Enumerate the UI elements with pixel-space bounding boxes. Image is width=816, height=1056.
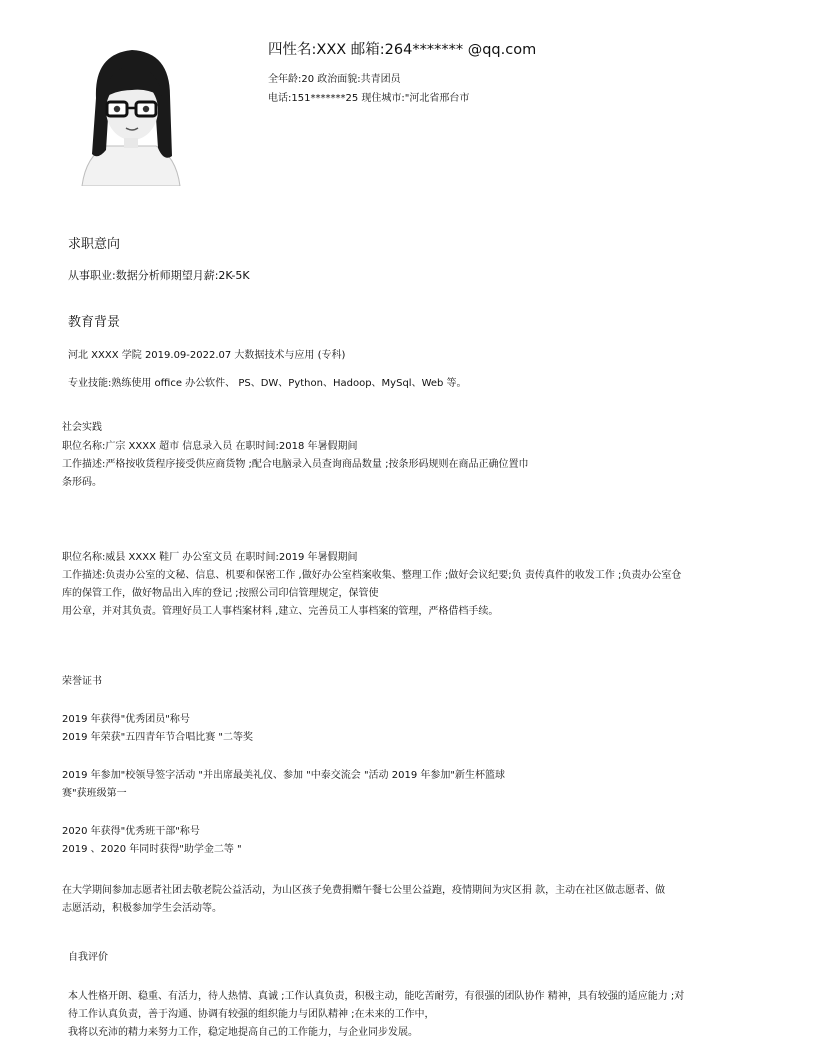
practice-job-2-line: 职位名称:威县 XXXX 鞋厂 办公室文员 在职时间:2019 年暑假期间 <box>62 552 358 563</box>
job-intention-heading: 求职意向 <box>68 237 121 252</box>
info-age-politics: 全年龄:20 政治面貌:共青团员 <box>268 74 401 85</box>
profile-photo <box>72 38 190 186</box>
honor-item: 2020 年获得"优秀班干部"称号 <box>62 826 200 837</box>
volunteer-line: 志愿活动，积极参加学生会活动等。 <box>62 903 222 914</box>
self-eval-line: 待工作认真负责，善于沟通、协调有较强的组织能力与团队精神 ;在未来的工作中， <box>68 1009 435 1020</box>
practice-job-1-line: 条形码。 <box>62 477 102 488</box>
education-school: 河北 XXXX 学院 2019.09-2022.07 大数据技术与应用 (专科) <box>68 350 346 361</box>
self-eval-paragraph <box>68 988 684 1042</box>
honor-item: 赛"获班级第一 <box>62 788 127 799</box>
education-heading: 教育背景 <box>68 315 121 330</box>
volunteer-paragraph <box>62 882 665 918</box>
honors-group-1 <box>62 711 253 747</box>
practice-job-2-line: 用公章，并对其负责。管理好员工人事档案材料 ,建立、完善员工人事档案的管理，严格借档手续。 <box>62 606 499 617</box>
honor-item: 2019 年参加"校领导签字活动 "并出席最美礼仪、参加 "中泰交流会 "活动 2019 年参加"新生杯篮球 <box>62 770 505 781</box>
self-eval-line: 本人性格开朗、稳重、有活力，待人热情、真诚 ;工作认真负责，积极主动，能吃苦耐劳，有很强的团队协作 精神，具有较强的适应能力 ;对 <box>68 991 685 1002</box>
self-eval-line: 我将以充沛的精力来努力工作，稳定地提高自己的工作能力，与企业同步发展。 <box>68 1027 418 1038</box>
practice-job-2-line: 工作描述:负责办公室的文秘、信息、机要和保密工作 ,做好办公室档案收集、整理工作 ;做好会议纪要;负 责传真件的收发工作 ;负责办公室仓 <box>62 570 682 581</box>
info-phone-city: 电话:151*******25 现住城市:"河北省邢台市 <box>268 93 470 104</box>
honors-heading: 荣誉证书 <box>62 676 102 687</box>
honor-item: 2019 年获得"优秀团员"称号 <box>62 714 190 725</box>
volunteer-line: 在大学期间参加志愿者社团去敬老院公益活动，为山区孩子免费捐赠午餐七公里公益跑，疫情期间为灾区捐 款，主动在社区做志愿者、做 <box>62 885 666 896</box>
honor-item: 2019 、2020 年同时获得"助学金二等 " <box>62 844 242 855</box>
education-skills: 专业技能:熟练使用 office 办公软件、 PS、DW、Python、Hadoop、MySql、Web 等。 <box>68 378 467 389</box>
job-intention-content: 从事职业:数据分析师期望月薪:2K-5K <box>68 269 250 282</box>
honors-group-3 <box>62 823 242 859</box>
name-email: 四性名:XXX 邮箱:264******* @qq.com <box>268 42 537 58</box>
practice-job-1 <box>62 438 528 492</box>
practice-job-2-line: 库的保管工作，做好物品出入库的登记 ;按照公司印信管理规定，保管使 <box>62 588 379 599</box>
practice-job-1-line: 工作描述:严格按收货程序接受供应商货物 ;配合电脑录入员查询商品数量 ;按条形码规则在商品正确位置巾 <box>62 459 529 470</box>
practice-heading: 社会实践 <box>62 422 102 433</box>
honor-item: 2019 年荣获"五四青年节合唱比赛 "二等奖 <box>62 732 254 743</box>
honors-group-2 <box>62 767 505 803</box>
self-eval-heading: 自我评价 <box>68 952 108 963</box>
practice-job-1-line: 职位名称:广宗 XXXX 超市 信息录入员 在职时间:2018 年暑假期间 <box>62 441 358 452</box>
practice-job-2 <box>62 549 681 621</box>
